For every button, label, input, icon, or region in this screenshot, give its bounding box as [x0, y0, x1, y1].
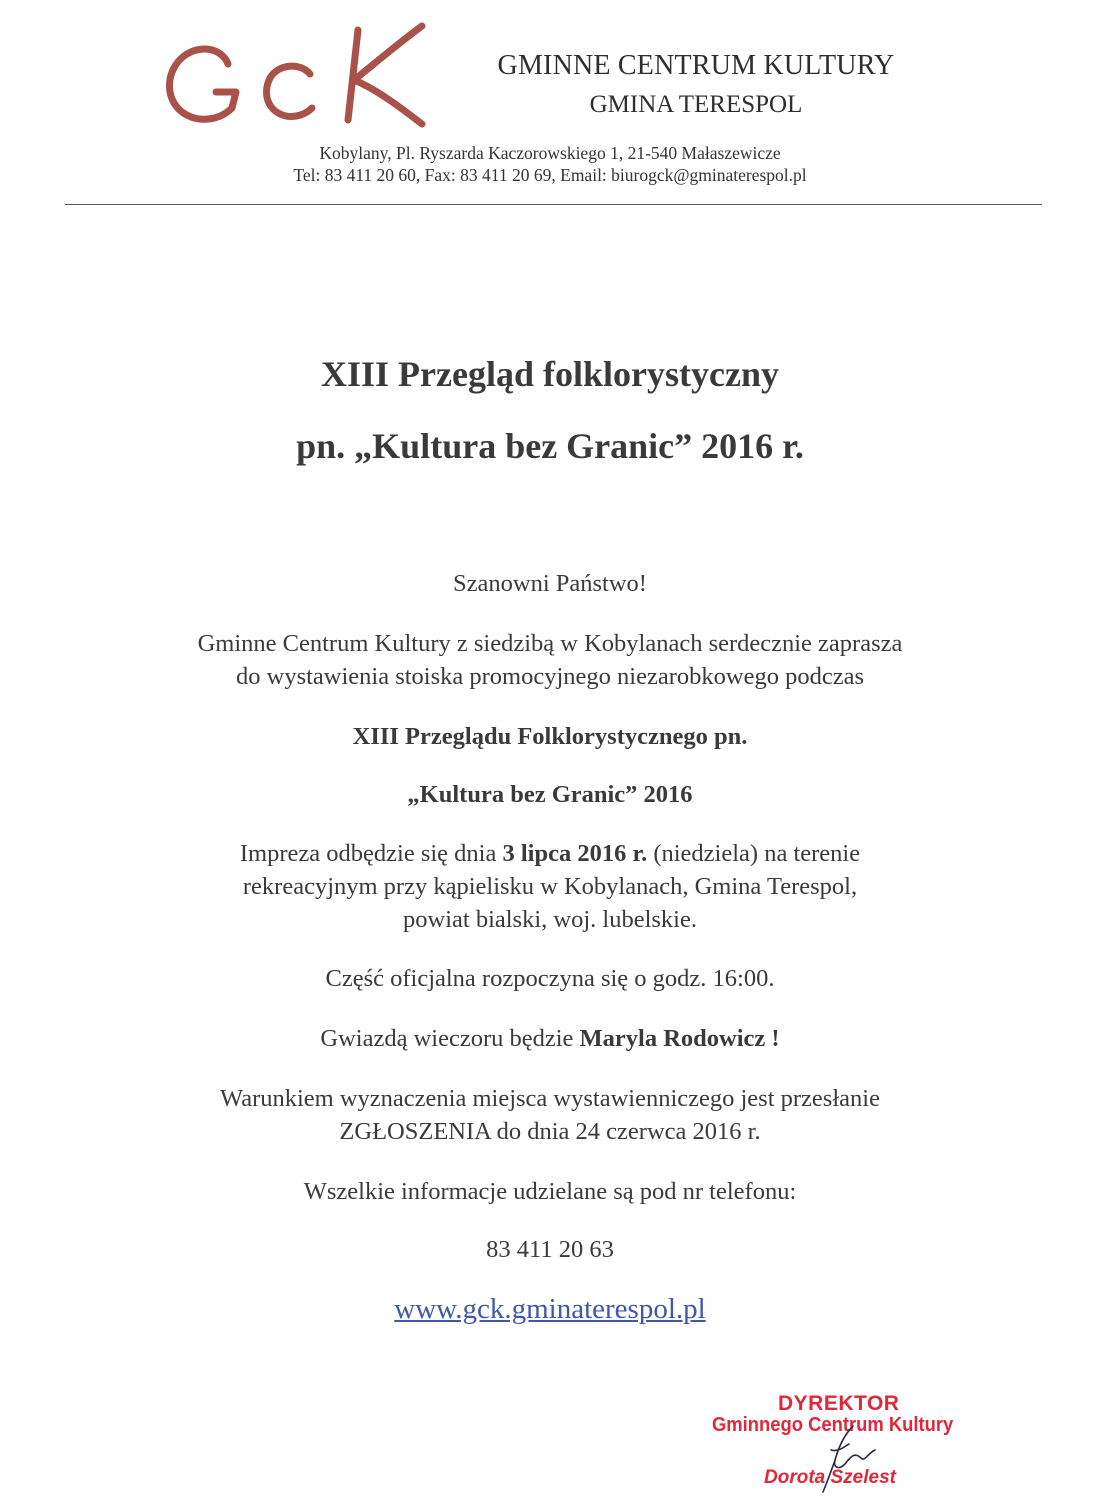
address-line: Kobylany, Pl. Ryszarda Kaczorowskiego 1, 21-540 Małaszewicze [319, 143, 781, 163]
website-link[interactable]: www.gck.gminaterespol.pl [394, 1293, 706, 1325]
greeting: Szanowni Państwo! [453, 570, 647, 597]
header-divider [65, 204, 1042, 205]
stamp-organization: Gminnego Centrum Kultury [712, 1414, 954, 1436]
event-date: 3 lipca 2016 r. [502, 840, 648, 867]
date-prefix: Impreza odbędzie się dnia [239, 840, 503, 867]
organization-name: GMINNE CENTRUM KULTURY [497, 50, 895, 81]
stamp-name: Dorota Szelest [764, 1467, 896, 1488]
document-title: XIII Przegląd folklorystyczny [321, 354, 779, 394]
info-line: Wszelkie informacje udzielane są pod nr telefonu: [303, 1178, 797, 1205]
document-subtitle: pn. „Kultura bez Granic” 2016 r. [296, 426, 804, 466]
handwritten-signature [805, 1420, 885, 1495]
event-name-line-2: „Kultura bez Granic” 2016 [407, 781, 693, 808]
event-date-line-1 [100, 838, 1000, 870]
invite-line-1: Gminne Centrum Kultury z siedzibą w Kobylanach serdecznie zaprasza [197, 630, 903, 657]
invite-line-2: do wystawienia stoiska promocyjnego niezarobkowego podczas [236, 663, 864, 690]
event-location-line-2: powiat bialski, woj. lubelskie. [403, 906, 697, 933]
condition-line-2: ZGŁOSZENIA do dnia 24 czerwca 2016 r. [339, 1118, 761, 1145]
headliner-name: Maryla Rodowicz ! [579, 1025, 780, 1052]
event-location-line-1: rekreacyjnym przy kąpielisku w Kobylanach, Gmina Terespol, [242, 873, 858, 900]
date-suffix: (niedziela) na terenie [647, 840, 861, 867]
stamp-title: DYREKTOR [778, 1392, 900, 1415]
organization-municipality: GMINA TERESPOL [589, 91, 803, 118]
headliner-line [100, 1023, 1000, 1055]
gck-logo [160, 12, 435, 137]
event-time: Część oficjalna rozpoczyna się o godz. 16:00. [325, 965, 775, 992]
phone-number: 83 411 20 63 [486, 1236, 614, 1263]
event-name-line-1: XIII Przeglądu Folklorystycznego pn. [352, 723, 748, 750]
headliner-prefix: Gwiazdą wieczoru będzie [320, 1025, 580, 1052]
condition-line-1: Warunkiem wyznaczenia miejsca wystawienniczego jest przesłanie [220, 1085, 880, 1112]
contact-line: Tel: 83 411 20 60, Fax: 83 411 20 69, Email: biurogck@gminaterespol.pl [293, 165, 807, 185]
